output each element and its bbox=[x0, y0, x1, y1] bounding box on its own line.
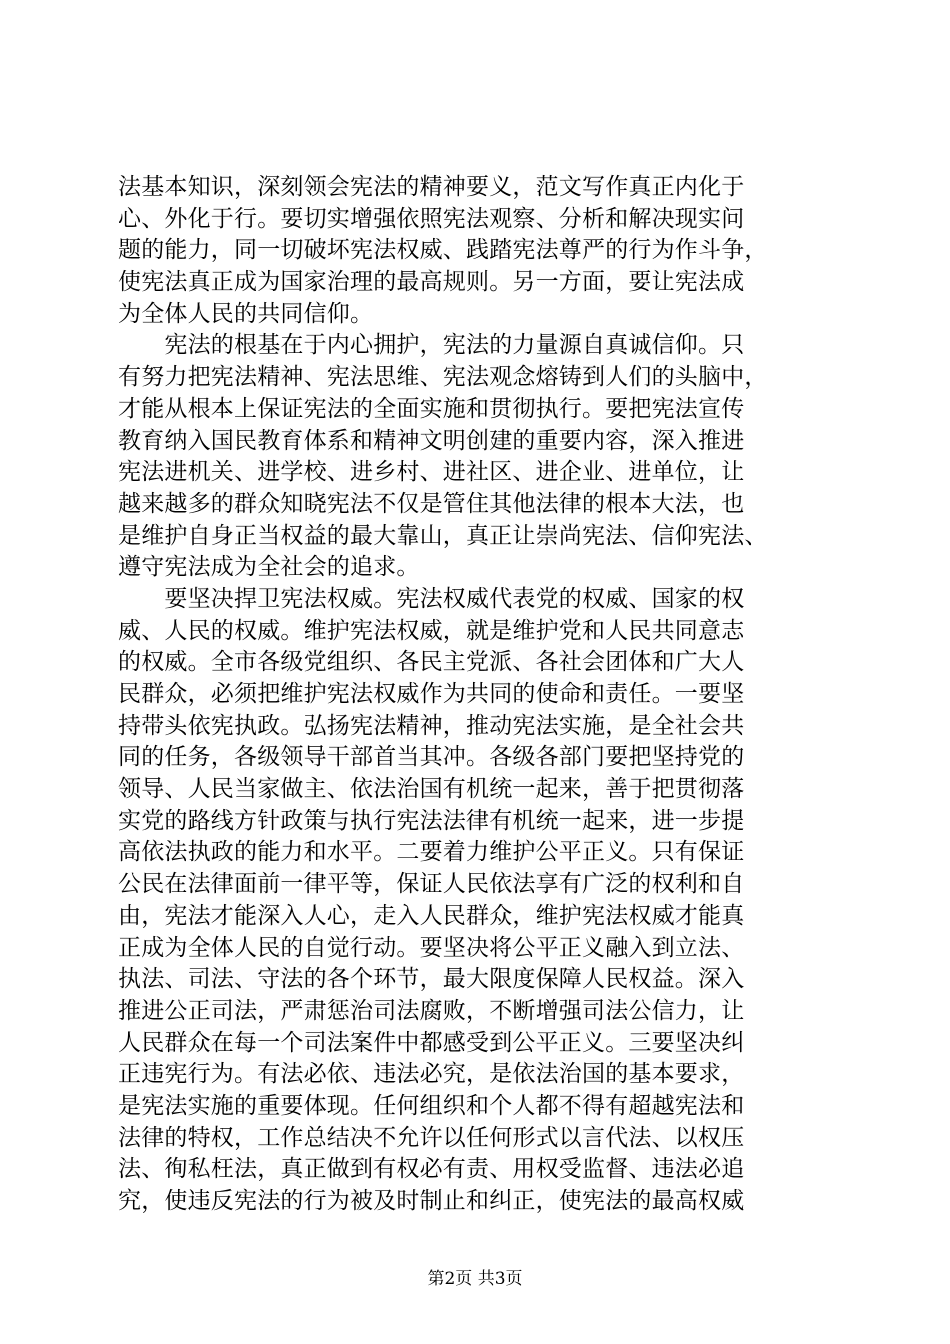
text-line: 心、外化于行。要切实增强依照宪法观察、分析和解决现实问 bbox=[118, 205, 745, 232]
text-line: 法、徇私枉法，真正做到有权必有责、用权受监督、违法必追 bbox=[118, 1156, 745, 1183]
text-line: 民群众，必须把维护宪法权威作为共同的使命和责任。一要坚 bbox=[118, 681, 745, 707]
text-line: 有努力把宪法精神、宪法思维、宪法观念熔铸到人们的头脑中， bbox=[118, 364, 768, 391]
text-line: 教育纳入国民教育体系和精神文明创建的重要内容，深入推进 bbox=[118, 427, 745, 454]
text-line: 推进公正司法，严肃惩治司法腐败，不断增强司法公信力，让 bbox=[118, 997, 745, 1024]
text-line: 正违宪行为。有法必依、违法必究，是依法治国的基本要求， bbox=[118, 1061, 745, 1088]
text-line: 高依法执政的能力和水平。二要着力维护公平正义。只有保证 bbox=[118, 839, 745, 866]
text-line: 实党的路线方针政策与执行宪法法律有机统一起来，进一步提 bbox=[118, 807, 745, 834]
text-line: 宪法进机关、进学校、进乡村、进社区、进企业、进单位，让 bbox=[118, 459, 745, 486]
text-line: 执法、司法、守法的各个环节，最大限度保障人民权益。深入 bbox=[118, 966, 745, 993]
text-line: 人民群众在每一个司法案件中都感受到公平正义。三要坚决纠 bbox=[118, 1029, 745, 1056]
text-line: 究，使违反宪法的行为被及时制止和纠正，使宪法的最高权威 bbox=[118, 1188, 745, 1214]
text-line: 法律的特权，工作总结决不允许以任何形式以言代法、以权压 bbox=[118, 1124, 745, 1151]
text-line: 是维护自身正当权益的最大靠山，真正让崇尚宪法、信仰宪法、 bbox=[118, 522, 768, 549]
text-line: 领导、人民当家做主、依法治国有机统一起来，善于把贯彻落 bbox=[118, 776, 745, 803]
text-line: 同的任务，各级领导干部首当其冲。各级各部门要把坚持党的 bbox=[118, 744, 745, 771]
text-line: 才能从根本上保证宪法的全面实施和贯彻执行。要把宪法宣传 bbox=[118, 395, 745, 422]
text-line: 为全体人民的共同信仰。 bbox=[118, 300, 374, 327]
text-line: 使宪法真正成为国家治理的最高规则。另一方面，要让宪法成 bbox=[118, 269, 745, 296]
text-line: 由，宪法才能深入人心，走入人民群众，维护宪法权威才能真 bbox=[118, 902, 745, 929]
text-line: 正成为全体人民的自觉行动。要坚决将公平正义融入到立法、 bbox=[118, 934, 745, 961]
text-line: 持带头依宪执政。弘扬宪法精神，推动宪法实施，是全社会共 bbox=[118, 712, 745, 739]
text-line: 要坚决捍卫宪法权威。宪法权威代表党的权威、国家的权 bbox=[118, 585, 745, 612]
text-line: 公民在法律面前一律平等，保证人民依法享有广泛的权利和自 bbox=[118, 871, 745, 898]
text-line: 题的能力，同一切破坏宪法权威、践踏宪法尊严的行为作斗争， bbox=[118, 237, 768, 264]
text-line: 的权威。全市各级党组织、各民主党派、各社会团体和广大人 bbox=[118, 649, 745, 676]
text-line: 遵守宪法成为全社会的追求。 bbox=[118, 554, 420, 581]
text-line: 法基本知识，深刻领会宪法的精神要义，范文写作真正内化于 bbox=[118, 174, 745, 200]
text-line: 宪法的根基在于内心拥护，宪法的力量源自真诚信仰。只 bbox=[118, 332, 745, 359]
body-text bbox=[118, 172, 834, 1218]
text-line: 威、人民的权威。维护宪法权威，就是维护党和人民共同意志 bbox=[118, 617, 745, 644]
text-line: 越来越多的群众知晓宪法不仅是管住其他法律的根本大法，也 bbox=[118, 490, 745, 517]
text-line: 是宪法实施的重要体现。任何组织和个人都不得有超越宪法和 bbox=[118, 1092, 745, 1119]
page-number-footer: 第2页 共3页 bbox=[427, 1269, 523, 1289]
